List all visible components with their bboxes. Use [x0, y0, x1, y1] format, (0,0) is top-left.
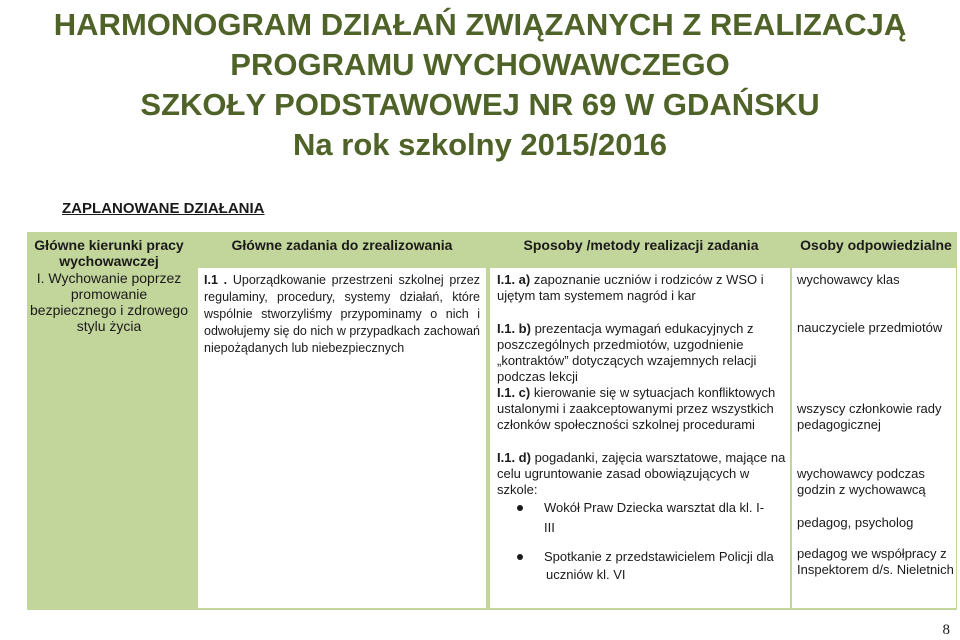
sposob-bullet-2 [544, 548, 784, 584]
section-heading: ZAPLANOWANE DZIAŁANIA [62, 200, 265, 217]
kierunek-text: I. Wychowanie poprzez promowanie bezpiecznego i zdrowego stylu życia [30, 270, 188, 334]
bullet-1-line-b: III [544, 520, 555, 535]
osoby-6: pedagog we współpracy z Inspektorem d/s. Nieletnich [797, 546, 954, 577]
title-line-3: SZKOŁY PODSTAWOWEJ NR 69 W GDAŃSKU [140, 87, 820, 122]
zadanie-code: I.1 . [204, 273, 228, 287]
header-kierunki: Główne kierunki pracy wychowawczej [34, 237, 184, 269]
bullet-2-icon [517, 554, 523, 560]
title-line-2: PROGRAMU WYCHOWAWCZEGO [230, 47, 730, 82]
header-osoby: Osoby odpowiedzialne [800, 237, 952, 253]
header-sposoby: Sposoby /metody realizacji zadania [523, 237, 759, 253]
sposob-a-code: I.1. a) [497, 272, 531, 287]
bullet-1-line-a: Wokół Praw Dziecka warsztat dla kl. I- [544, 500, 765, 515]
bullet-2-line-a: Spotkanie z przedstawicielem Policji dla [544, 549, 774, 564]
title-line-4: Na rok szkolny 2015/2016 [293, 127, 667, 162]
sposob-b [497, 321, 787, 385]
zadanie-body: Uporządkowanie przestrzeni szkolnej przez regulaminy, procedury, systemy działań, które wspólnie stworzyliśmy przypominamy o nich i odwołujemy się do nich w przypadkach zachowań niepożądanych lub niebezpiecznych [204, 273, 480, 355]
osoby-1: wychowawcy klas [797, 272, 900, 287]
bullet-1-icon [517, 505, 523, 511]
document-title [0, 5, 960, 165]
zadanie-text [204, 272, 480, 357]
sposob-c-text: kierowanie się w sytuacjach konfliktowych ustalonymi i zaakceptowanymi przez wszystkich członków społeczności szkolnej procedurami [497, 385, 776, 432]
sposob-d-code: I.1. d) [497, 450, 531, 465]
sposob-d [497, 450, 787, 498]
sposob-c [497, 385, 787, 433]
sposob-c-code: I.1. c) [497, 385, 531, 400]
osoby-2: nauczyciele przedmiotów [797, 320, 943, 335]
sposob-b-text: prezentacja wymagań edukacyjnych z poszczególnych przedmiotów, uzgodnienie „kontraktów” dotyczących wzajemnych relacji podczas lekcji [497, 321, 757, 384]
osoby-5: pedagog, psycholog [797, 515, 914, 530]
bullet-2-line-b: uczniów kl. VI [546, 567, 626, 582]
osoby-4: wychowawcy podczas godzin z wychowawcą [797, 466, 926, 497]
sposob-a [497, 272, 787, 304]
title-line-1: HARMONOGRAM DZIAŁAŃ ZWIĄZANYCH Z REALIZACJĄ [53, 7, 907, 42]
header-zadania: Główne zadania do zrealizowania [231, 237, 453, 253]
osoby-3: wszyscy członkowie rady pedagogicznej [797, 401, 942, 432]
page-number: 8 [942, 622, 950, 638]
sposob-d-text: pogadanki, zajęcia warsztatowe, mające na celu ugruntowanie zasad obowiązujących w szkole: [497, 450, 786, 497]
sposob-bullet-1 [544, 498, 784, 538]
sposob-b-code: I.1. b) [497, 321, 531, 336]
sposob-a-text: zapoznanie uczniów i rodziców z WSO i ujętym tam systemem nagród i kar [497, 272, 764, 303]
